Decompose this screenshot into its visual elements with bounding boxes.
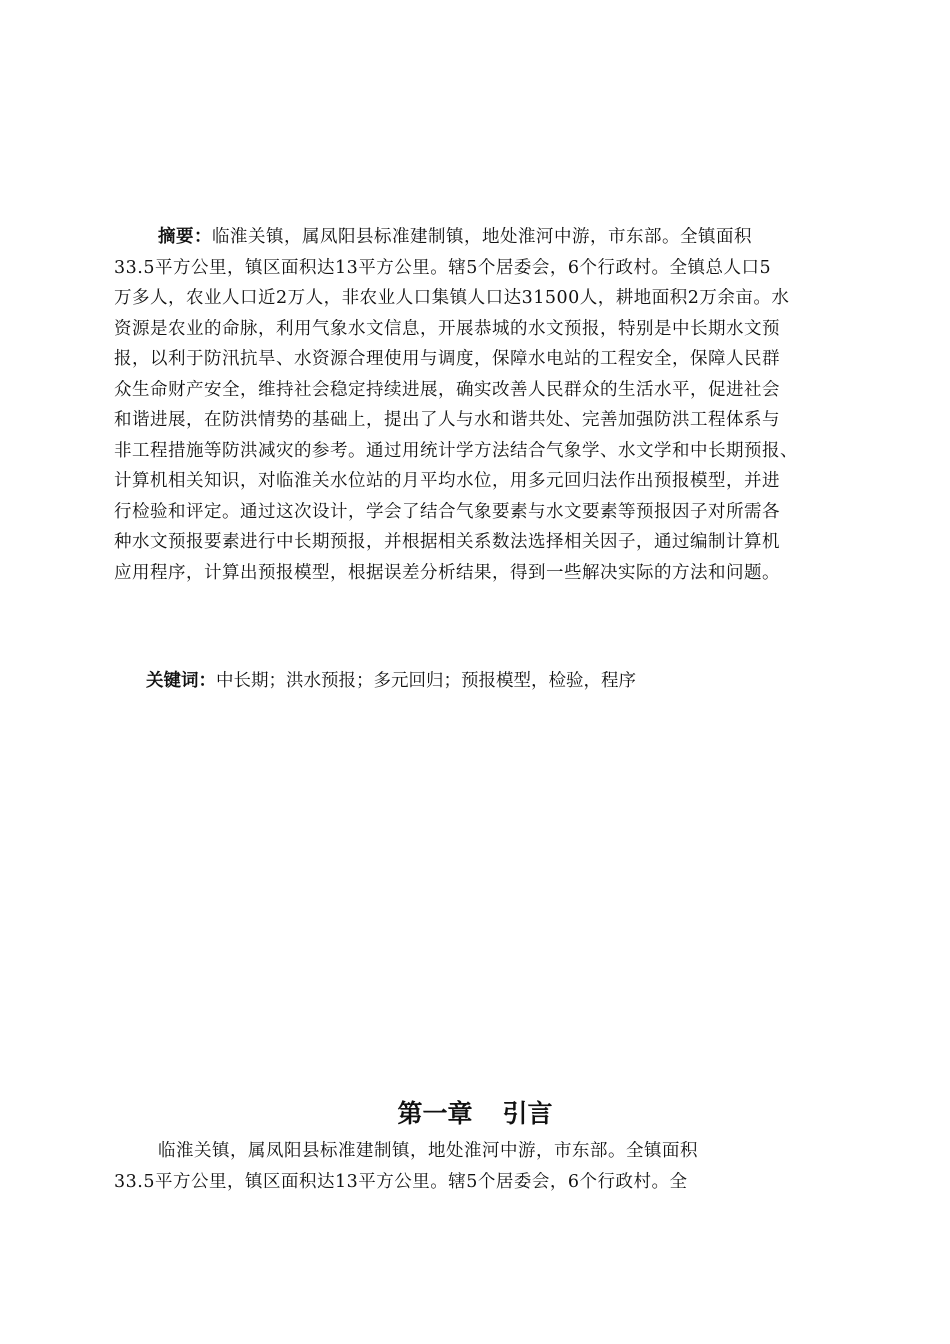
abstract-line: 资源是农业的命脉，利用气象水文信息，开展恭城的水文预报，特别是中长期水文预 bbox=[114, 318, 780, 339]
keywords-line bbox=[146, 666, 636, 696]
abstract-line: 种水文预报要素进行中长期预报，并根据相关系数法选择相关因子，通过编制计算机 bbox=[114, 532, 780, 552]
abstract-line: 和谐进展，在防洪情势的基础上，提出了人与水和谐共处、完善加强防洪工程体系与 bbox=[114, 410, 780, 430]
keywords-label: 关键词： bbox=[146, 671, 216, 691]
abstract-line: 非工程措施等防洪减灾的参考。通过用统计学方法结合气象学、水文学和中长期预报、 bbox=[114, 440, 798, 461]
abstract-line: 33.5平方公里，镇区面积达13平方公里。辖5个居委会，6个行政村。全镇总人口5 bbox=[114, 257, 772, 278]
abstract-line: 众生命财产安全，维持社会稳定持续进展，确实改善人民群众的生活水平，促进社会 bbox=[114, 379, 780, 400]
chapter-line: 33.5平方公里，镇区面积达13平方公里。辖5个居委会，6个行政村。全 bbox=[114, 1171, 688, 1192]
abstract-line: 计算机相关知识，对临淮关水位站的月平均水位，用多元回归法作出预报模型，并进 bbox=[114, 471, 780, 491]
chapter-title: 引言 bbox=[502, 1099, 553, 1128]
abstract-line: 摘要：临淮关镇，属凤阳县标准建制镇，地处淮河中游，市东部。全镇面积 bbox=[158, 227, 752, 247]
abstract-line: 行检验和评定。通过这次设计，学会了结合气象要素与水文要素等预报因子对所需各 bbox=[114, 501, 780, 522]
abstract-label: 摘要： bbox=[158, 227, 212, 247]
abstract-line: 应用程序，计算出预报模型，根据误差分析结果，得到一些解决实际的方法和问题。 bbox=[114, 562, 780, 583]
abstract-line: 报，以利于防汛抗旱、水资源合理使用与调度，保障水电站的工程安全，保障人民群 bbox=[114, 349, 780, 369]
keywords-text: 中长期；洪水预报；多元回归；预报模型，检验，程序 bbox=[216, 671, 636, 691]
chapter-body bbox=[114, 1136, 836, 1197]
abstract-section bbox=[114, 222, 836, 588]
abstract-line: 万多人，农业人口近2万人，非农业人口集镇人口达31500人，耕地面积2万余亩。水 bbox=[114, 288, 790, 308]
chapter-heading bbox=[0, 1094, 950, 1134]
chapter-number: 第一章 bbox=[397, 1099, 473, 1128]
chapter-line: 临淮关镇，属凤阳县标准建制镇，地处淮河中游，市东部。全镇面积 bbox=[158, 1141, 698, 1161]
